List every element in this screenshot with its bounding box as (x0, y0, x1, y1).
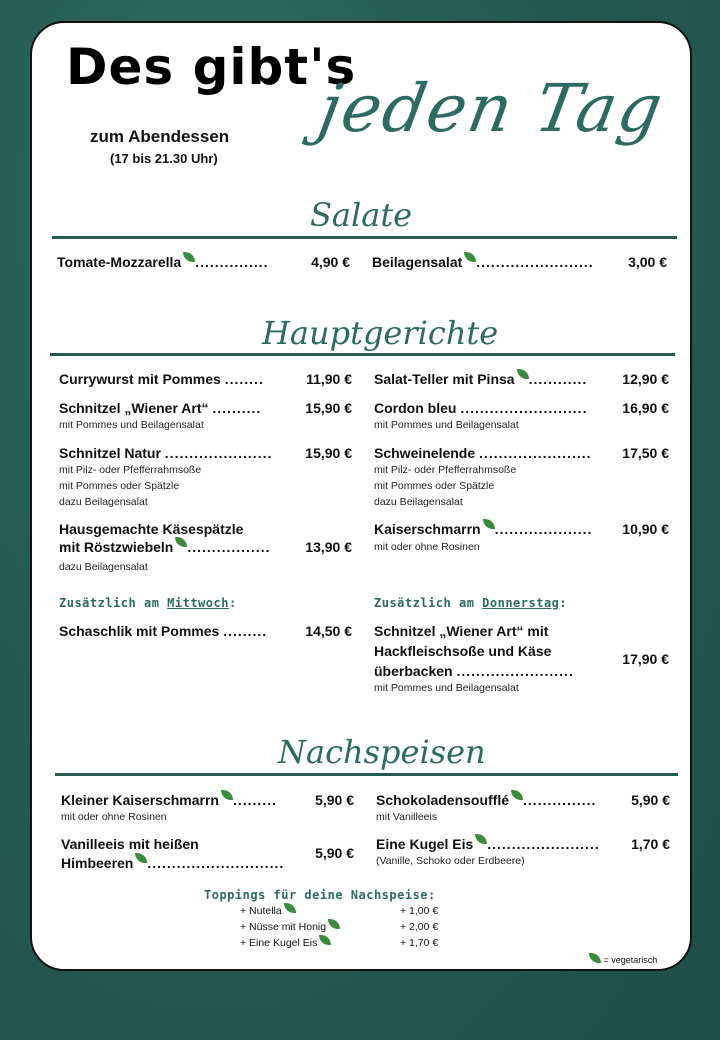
menu-item-price: 15,90 € (305, 445, 352, 461)
menu-item-name: Hausgemachte Käsespätzle (59, 521, 244, 537)
section-divider (52, 236, 677, 239)
section-divider (50, 353, 675, 356)
menu-item-name: Eine Kugel Eis ....................... (376, 836, 600, 852)
leaf-icon (589, 953, 601, 963)
menu-item-desc: mit Pommes oder Spätzle (59, 480, 180, 492)
leaf-icon (483, 519, 495, 529)
leaf-icon (135, 853, 147, 863)
menu-item-desc: (Vanille, Schoko oder Erdbeere) (376, 855, 525, 867)
menu-item-name: Tomate-Mozzarella ............... (57, 254, 269, 270)
menu-item-price: 15,90 € (305, 400, 352, 416)
menu-item-price: 5,90 € (315, 792, 354, 808)
menu-item-name: Schnitzel „Wiener Art“ mit (374, 623, 549, 639)
section-divider (55, 773, 678, 776)
leaf-icon (221, 790, 233, 800)
section-title-hauptgerichte: Hauptgerichte (262, 314, 499, 352)
toppings-heading: Toppings für deine Nachspeise: (204, 888, 436, 902)
menu-item-desc: mit Pommes und Beilagensalat (374, 419, 519, 431)
menu-subtitle: zum Abendessen (90, 127, 230, 146)
menu-item-price: 5,90 € (631, 792, 670, 808)
extra-day-heading: Zusätzlich am Donnerstag: (374, 596, 568, 610)
leaf-icon (517, 369, 529, 379)
menu-item-name: Salat-Teller mit Pinsa ............ (374, 371, 588, 387)
menu-item-name: mit Röstzwiebeln ................. (59, 539, 271, 555)
extra-day-heading: Zusätzlich am Mittwoch: (59, 596, 237, 610)
menu-item-desc: mit Pommes oder Spätzle (374, 480, 495, 492)
menu-item-desc: mit oder ohne Rosinen (61, 811, 167, 823)
menu-item-desc: mit Pilz- oder Pfefferrahmsoße (59, 464, 202, 476)
menu-item-price: 3,00 € (628, 254, 667, 270)
topping-name: + Nüsse mit Honig (240, 921, 340, 933)
menu-item-name: Hackfleischsoße und Käse (374, 643, 552, 659)
menu-item-name: Schokoladensoufflé ............... (376, 792, 597, 808)
menu-item-name: Kaiserschmarrn .................... (374, 521, 593, 537)
menu-item-name: Currywurst mit Pommes ........ (59, 371, 264, 387)
menu-item-price: 5,90 € (315, 845, 354, 861)
menu-item-desc: mit Vanilleeis (376, 811, 438, 823)
menu-item-price: 17,50 € (622, 445, 669, 461)
menu-item-price: 13,90 € (305, 539, 352, 555)
menu-title: Des gibt's (66, 38, 357, 96)
menu-item-desc: mit oder ohne Rosinen (374, 541, 480, 553)
leaf-icon (464, 252, 476, 262)
menu-item-name: Beilagensalat ........................ (372, 254, 594, 270)
menu-item-price: 10,90 € (622, 521, 669, 537)
menu-item-price: 16,90 € (622, 400, 669, 416)
menu-item-price: 14,50 € (305, 623, 352, 639)
leaf-icon (183, 252, 195, 262)
leaf-icon (284, 903, 296, 913)
menu-item-name: Cordon bleu .......................... (374, 400, 588, 416)
leaf-icon (175, 537, 187, 547)
opening-hours: (17 bis 21.30 Uhr) (110, 151, 218, 166)
menu-item-name: Schnitzel „Wiener Art“ .......... (59, 400, 262, 416)
menu-item-name: Vanilleeis mit heißen (61, 836, 199, 852)
leaf-icon (328, 919, 340, 929)
topping-price: + 2,00 € (400, 921, 439, 933)
menu-item-desc: mit Pommes und Beilagensalat (374, 682, 519, 694)
menu-item-price: 1,70 € (631, 836, 670, 852)
section-title-nachspeisen: Nachspeisen (278, 733, 486, 771)
menu-item-price: 17,90 € (622, 651, 669, 667)
leaf-icon (511, 790, 523, 800)
topping-name: + Eine Kugel Eis (240, 937, 331, 949)
menu-item-desc: dazu Beilagensalat (374, 496, 463, 508)
menu-item-desc: mit Pilz- oder Pfefferrahmsoße (374, 464, 517, 476)
menu-item-name: Himbeeren ............................ (61, 855, 285, 871)
menu-item-price: 4,90 € (311, 254, 350, 270)
leaf-icon (475, 834, 487, 844)
menu-item-name: Schnitzel Natur ...................... (59, 445, 273, 461)
menu-item-name: überbacken ........................ (374, 663, 574, 679)
menu-item-name: Schaschlik mit Pommes ......... (59, 623, 268, 639)
menu-item-desc: mit Pommes und Beilagensalat (59, 419, 204, 431)
menu-item-desc: dazu Beilagensalat (59, 496, 148, 508)
topping-name: + Nutella (240, 905, 296, 917)
menu-item-price: 11,90 € (306, 371, 352, 387)
menu-item-price: 12,90 € (622, 371, 669, 387)
menu-item-desc: dazu Beilagensalat (59, 561, 148, 573)
menu-item-name: Kleiner Kaiserschmarrn ......... (61, 792, 277, 808)
script-title: jeden Tag (313, 70, 670, 147)
section-title-salate: Salate (310, 196, 413, 234)
topping-price: + 1,70 € (400, 937, 439, 949)
vegetarian-legend: = vegetarisch (587, 955, 657, 965)
topping-price: + 1,00 € (400, 905, 439, 917)
leaf-icon (319, 935, 331, 945)
menu-item-name: Schweinelende ....................... (374, 445, 592, 461)
